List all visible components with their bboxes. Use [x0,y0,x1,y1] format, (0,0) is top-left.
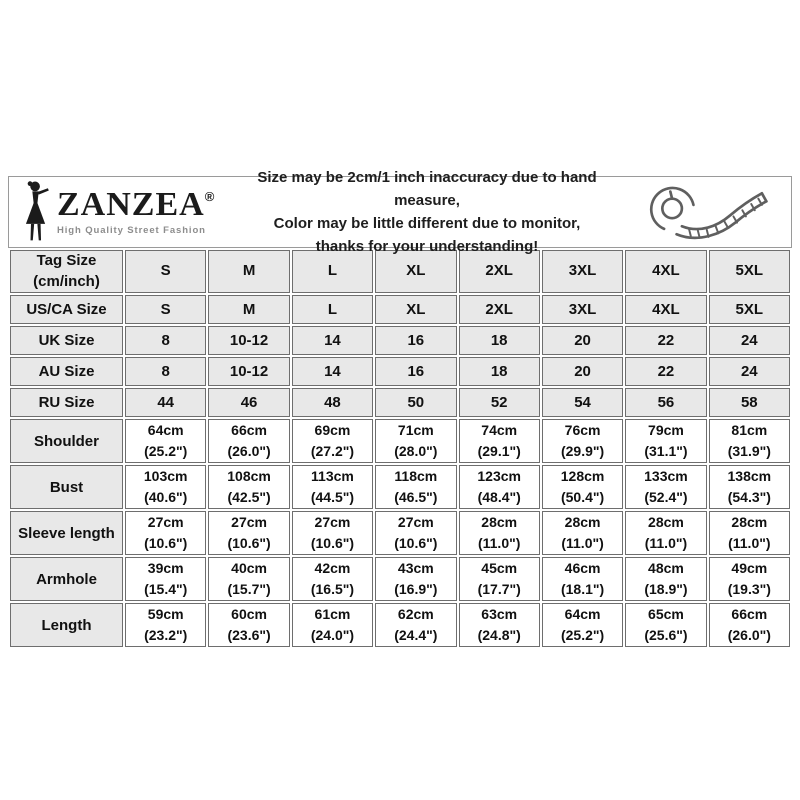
cm-value: 48cm [648,560,684,576]
inch-value: (18.1") [560,581,605,597]
measure-cell [542,465,623,509]
row-uk-size [10,326,790,355]
size-cell: 18 [459,357,540,386]
measure-cell [208,511,289,555]
inch-value: (10.6") [394,535,438,551]
inch-value: (24.0") [310,627,355,643]
size-cell: 52 [459,388,540,417]
size-cell: M [208,250,289,293]
inch-value: (19.3") [727,581,771,597]
size-cell: 22 [625,357,706,386]
size-cell: 20 [542,326,623,355]
size-cell: S [125,295,206,324]
size-cell: 10-12 [208,357,289,386]
cm-value: 138cm [727,468,772,484]
size-cell: M [208,295,289,324]
size-cell: XL [375,250,456,293]
size-cell: 3XL [542,250,623,293]
measure-cell [292,419,373,463]
inch-value: (29.9") [560,443,605,459]
inch-value: (11.0") [728,535,771,551]
cm-value: 61cm [314,606,351,622]
cm-value: 27cm [314,514,351,530]
cm-value: 28cm [481,514,518,530]
size-cell: 14 [292,326,373,355]
row-au-size [10,357,790,386]
row-label: Shoulder [10,419,123,463]
cm-value: 79cm [648,422,684,438]
inch-value: (11.0") [644,535,688,551]
size-cell: 58 [709,388,790,417]
cm-value: 27cm [231,514,267,530]
cm-value: 76cm [564,422,601,438]
size-cell: 46 [208,388,289,417]
inch-value: (10.6") [310,535,355,551]
measure-cell [459,557,540,601]
size-cell: 5XL [709,295,790,324]
inch-value: (18.9") [644,581,688,597]
cm-value: 123cm [477,468,521,484]
cm-value: 28cm [648,514,684,530]
inch-value: (17.7") [477,581,521,597]
measure-cell [292,603,373,647]
row-ru-size [10,388,790,417]
registered-mark: ® [204,189,216,204]
cm-value: 27cm [147,514,184,530]
row-bust [10,465,790,509]
row-label: US/CA Size [10,295,123,324]
cm-value: 60cm [231,606,267,622]
cm-value: 64cm [564,606,601,622]
tape-measure-icon [627,180,783,244]
measure-cell [375,465,456,509]
inch-value: (24.8") [477,627,521,643]
cm-value: 66cm [231,422,267,438]
measure-cell [208,557,289,601]
measure-cell [709,511,790,555]
inch-value: (44.5") [310,489,355,505]
brand-name [57,188,215,222]
measure-cell [125,511,206,555]
inch-value: (10.6") [227,535,271,551]
notice-line-1: Size may be 2cm/1 inch inaccuracy due to hand measure, [257,168,597,209]
cm-value: 128cm [560,468,605,484]
measure-cell [208,603,289,647]
size-cell: 14 [292,357,373,386]
cm-value: 42cm [314,560,351,576]
cm-value: 27cm [397,514,434,530]
inch-value: (11.0") [477,535,521,551]
inch-value: (48.4") [477,489,521,505]
size-cell: 5XL [709,250,790,293]
notice-line-3: thanks for your understanding! [315,238,539,256]
cm-value: 43cm [397,560,434,576]
size-chart-table [8,248,792,649]
measure-cell [125,419,206,463]
size-cell: 24 [709,357,790,386]
inch-value: (40.6") [144,489,188,505]
inch-value: (25.2") [144,443,188,459]
inch-value: (42.5") [227,489,271,505]
measure-cell [125,603,206,647]
brand-logo [17,180,227,244]
size-cell: 20 [542,357,623,386]
measure-cell [375,511,456,555]
cm-value: 63cm [481,606,518,622]
size-cell: 22 [625,326,706,355]
cm-value: 46cm [564,560,601,576]
measure-cell [542,419,623,463]
measure-cell [709,603,790,647]
brand-wordmark: ZANZEA [57,186,205,223]
measure-cell [625,603,706,647]
cm-value: 28cm [731,514,768,530]
row-label: UK Size [10,326,123,355]
row-label: RU Size [10,388,123,417]
cm-value: 118cm [394,468,438,484]
inch-value: (46.5") [394,489,438,505]
measure-cell [292,511,373,555]
row-label: Sleeve length [10,511,123,555]
measure-cell [542,603,623,647]
fashion-woman-icon [17,180,55,244]
cm-value: 45cm [481,560,518,576]
size-cell: 56 [625,388,706,417]
cm-value: 28cm [564,514,601,530]
measure-cell [459,511,540,555]
measure-cell [125,557,206,601]
cm-value: 64cm [147,422,184,438]
cm-value: 74cm [481,422,518,438]
measure-cell [709,557,790,601]
inch-value: (26.0") [727,627,771,643]
inch-value: (28.0") [394,443,438,459]
row-length [10,603,790,647]
measure-cell [459,465,540,509]
inch-value: (54.3") [727,489,771,505]
inch-value: (31.9") [727,443,771,459]
size-cell: S [125,250,206,293]
measure-cell [625,419,706,463]
measure-cell [709,465,790,509]
size-cell: 4XL [625,250,706,293]
inch-value: (52.4") [644,489,688,505]
inch-value: (10.6") [144,535,188,551]
inch-value: (15.7") [227,581,271,597]
size-cell: 54 [542,388,623,417]
measure-cell [625,511,706,555]
row-label: Bust [10,465,123,509]
size-cell: 50 [375,388,456,417]
measure-cell [292,557,373,601]
measure-cell [292,465,373,509]
size-cell: 2XL [459,295,540,324]
cm-value: 103cm [143,468,188,484]
inch-value: (24.4") [394,627,438,643]
size-cell: 24 [709,326,790,355]
row-shoulder [10,419,790,463]
size-cell: L [292,295,373,324]
measure-cell [709,419,790,463]
size-cell: 44 [125,388,206,417]
measure-cell [459,603,540,647]
measure-cell [125,465,206,509]
measurement-notice [227,166,627,259]
measure-cell [375,419,456,463]
cm-value: 69cm [314,422,351,438]
inch-value: (16.9") [394,581,438,597]
measure-cell [625,465,706,509]
header [8,168,792,256]
size-cell: 48 [292,388,373,417]
measure-cell [459,419,540,463]
size-chart-page [8,0,792,649]
cm-value: 81cm [731,422,768,438]
brand-text [57,188,215,236]
inch-value: (31.1") [644,443,688,459]
cm-value: 65cm [648,606,684,622]
row-label: AU Size [10,357,123,386]
corner-label [10,250,123,293]
inch-value: (29.1") [477,443,521,459]
row-us-ca-size [10,295,790,324]
cm-value: 66cm [731,606,768,622]
row-sleeve-length [10,511,790,555]
size-cell: 4XL [625,295,706,324]
inch-value: (16.5") [310,581,355,597]
size-cell: 16 [375,326,456,355]
measure-cell [375,603,456,647]
corner-line2: (cm/inch) [33,272,100,290]
row-label: Length [10,603,123,647]
size-cell: 16 [375,357,456,386]
cm-value: 71cm [397,422,434,438]
cm-value: 108cm [227,468,271,484]
size-cell: 8 [125,357,206,386]
cm-value: 62cm [397,606,434,622]
inch-value: (25.6") [644,627,688,643]
measure-cell [542,511,623,555]
size-cell: 3XL [542,295,623,324]
measure-cell [208,419,289,463]
cm-value: 39cm [147,560,184,576]
measure-cell [542,557,623,601]
inch-value: (26.0") [227,443,271,459]
size-cell: XL [375,295,456,324]
size-cell: 8 [125,326,206,355]
inch-value: (15.4") [144,581,188,597]
cm-value: 113cm [311,468,354,484]
inch-value: (23.2") [144,627,188,643]
inch-value: (25.2") [560,627,605,643]
row-armhole [10,557,790,601]
size-cell: L [292,250,373,293]
cm-value: 40cm [231,560,267,576]
brand-tagline: High Quality Street Fashion [57,225,206,236]
size-cell: 18 [459,326,540,355]
notice-line-2: Color may be little different due to monitor, [273,215,581,232]
cm-value: 49cm [731,560,768,576]
row-label: Armhole [10,557,123,601]
cm-value: 133cm [644,468,688,484]
cm-value: 59cm [147,606,184,622]
inch-value: (11.0") [561,535,604,551]
inch-value: (23.6") [227,627,271,643]
inch-value: (27.2") [310,443,355,459]
measure-cell [625,557,706,601]
inch-value: (50.4") [560,489,605,505]
measure-cell [375,557,456,601]
corner-line1: Tag Size [36,252,97,270]
measure-cell [208,465,289,509]
size-cell: 10-12 [208,326,289,355]
size-cell: 2XL [459,250,540,293]
